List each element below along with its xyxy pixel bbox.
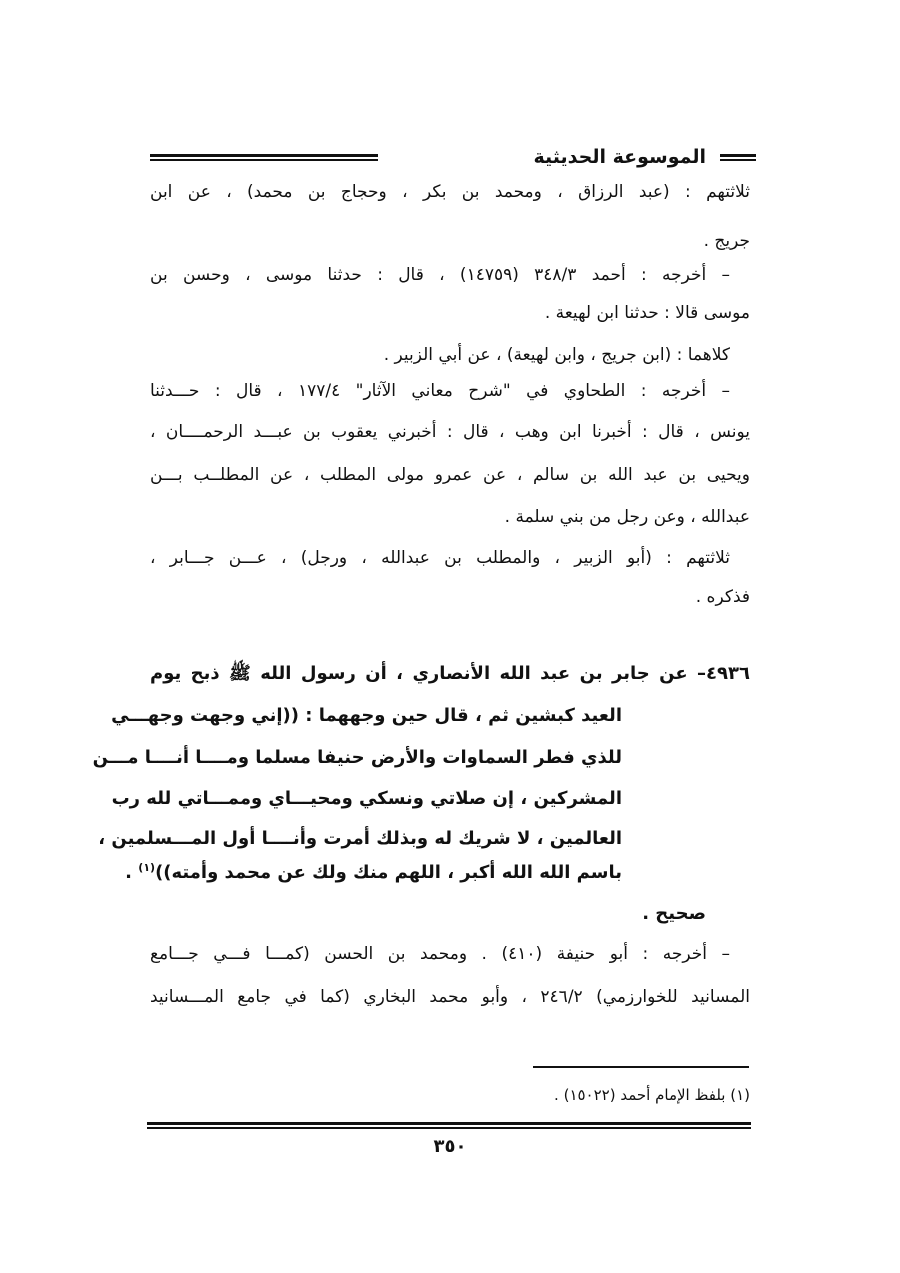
- header-title: الموسوعة الحديثية: [533, 146, 706, 168]
- body-line: عبدالله ، وعن رجل من بني سلمة .: [504, 507, 750, 527]
- hadith-line-text: باسم الله الله أكبر ، اللهم منك ولك عن محمد وأمته)): [155, 862, 622, 883]
- hadith-line: العيد كبشين ثم ، قال حين وجههما : ((إني وجهت وجهـــي: [111, 705, 622, 726]
- footnote-marker: (١): [138, 861, 156, 874]
- footer-rule: [147, 1122, 751, 1129]
- footnote-rule: [533, 1066, 749, 1068]
- footnote-text: (١) بلفظ الإمام أحمد (١٥٠٢٢) .: [554, 1086, 750, 1104]
- body-line: فذكره .: [695, 587, 750, 607]
- running-header: [150, 143, 756, 175]
- body-line: – أخرجه : أحمد ٣٤٨/٣ (١٤٧٥٩) ، قال : حدثنا موسى ، وحسن بن: [150, 265, 730, 285]
- body-line: جريج .: [703, 231, 750, 251]
- body-line: ثلاثتهم : (أبو الزبير ، والمطلب بن عبدالله ، ورجل) ، عـــن جـــابر ،: [150, 548, 730, 568]
- hadith-line: العالمين ، لا شريك له وبذلك أمرت وأنــــا أول المـــسلمين ،: [98, 828, 622, 849]
- body-line: ويحيى بن عبد الله بن سالم ، عن عمرو مولى المطلب ، عن المطلــب بـــن: [150, 465, 750, 485]
- hadith-line-last: [125, 859, 622, 887]
- header-rule-left: [150, 154, 378, 161]
- hadith-line: ٤٩٣٦– عن جابر بن عبد الله الأنصاري ، أن رسول الله ﷺ ذبح يوم: [150, 663, 750, 684]
- body-line: – أخرجه : أبو حنيفة (٤١٠) . ومحمد بن الحسن (كمـــا فـــي جـــامع: [150, 944, 730, 964]
- body-line: ثلاثتهم : (عبد الرزاق ، ومحمد بن بكر ، وحجاج بن محمد) ، عن ابن: [150, 182, 750, 202]
- hadith-line: المشركين ، إن صلاتي ونسكي ومحيـــاي وممـــاتي لله رب: [111, 788, 622, 809]
- hadith-line-end: .: [125, 862, 139, 883]
- body-line: يونس ، قال : أخبرنا ابن وهب ، قال : أخبرني يعقوب بن عبـــد الرحمــــان ،: [150, 422, 750, 442]
- body-line: المسانيد للخوارزمي) ٢٤٦/٢ ، وأبو محمد البخاري (كما في جامع المـــسانيد: [150, 987, 750, 1007]
- hadith-line: للذي فطر السماوات والأرض حنيفا مسلما ومــــا أنــــا مـــن: [92, 747, 622, 768]
- body-line: كلاهما : (ابن جريج ، وابن لهيعة) ، عن أبي الزبير .: [383, 345, 730, 365]
- body-line: موسى قالا : حدثنا ابن لهيعة .: [544, 303, 750, 323]
- header-rule-right: [720, 154, 756, 161]
- hadith-grade: صحيح .: [642, 903, 706, 924]
- body-line: – أخرجه : الطحاوي في "شرح معاني الآثار" ١٧٧/٤ ، قال : حـــدثنا: [150, 381, 731, 401]
- page-number: ٣٥٠: [433, 1136, 467, 1157]
